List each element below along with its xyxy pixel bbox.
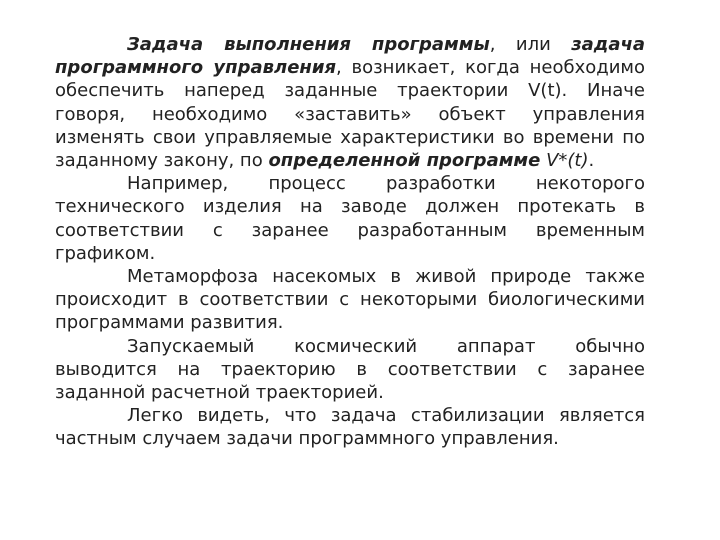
text-segment: , или [489, 34, 572, 55]
term-defined-program: определенной программе [268, 150, 541, 172]
formula-v-star-t: V*(t) [546, 150, 589, 172]
text-segment: Например, процесс разработки некоторого технического изделия на заводе должен протекать в соответствии с заранее разработанным временным графиком. [55, 173, 645, 264]
paragraph-conclusion [55, 404, 645, 450]
term-program-execution: Задача выполнения программы [127, 34, 490, 55]
text-segment: Метаморфоза насекомых в живой природе также происходит в соответствии с некоторыми биологическими программами развития. [55, 266, 645, 334]
paragraph-program-control [55, 33, 645, 172]
text-segment: . [588, 150, 595, 172]
text-segment: Запускаемый космический аппарат обычно выводится на траекторию в соответствии с заранее заданной расчетной траекторией. [55, 335, 645, 404]
paragraph-example-product [55, 172, 645, 265]
body-text [55, 33, 645, 451]
paragraph-example-spacecraft [55, 335, 645, 405]
term-program-control: задача программного управления [55, 34, 645, 79]
paragraph-example-metamorphosis [55, 265, 645, 335]
text-segment: Легко видеть, что задача стабилизации является частным случаем задачи программного управления. [55, 405, 645, 450]
text-segment: , возникает, когда необходимо обеспечить наперед заданные траектории V(t). Иначе говоря, необходимо «заставить» объект управления изменять свои управляемые характеристики во времени по заданному закону, по [55, 57, 646, 172]
